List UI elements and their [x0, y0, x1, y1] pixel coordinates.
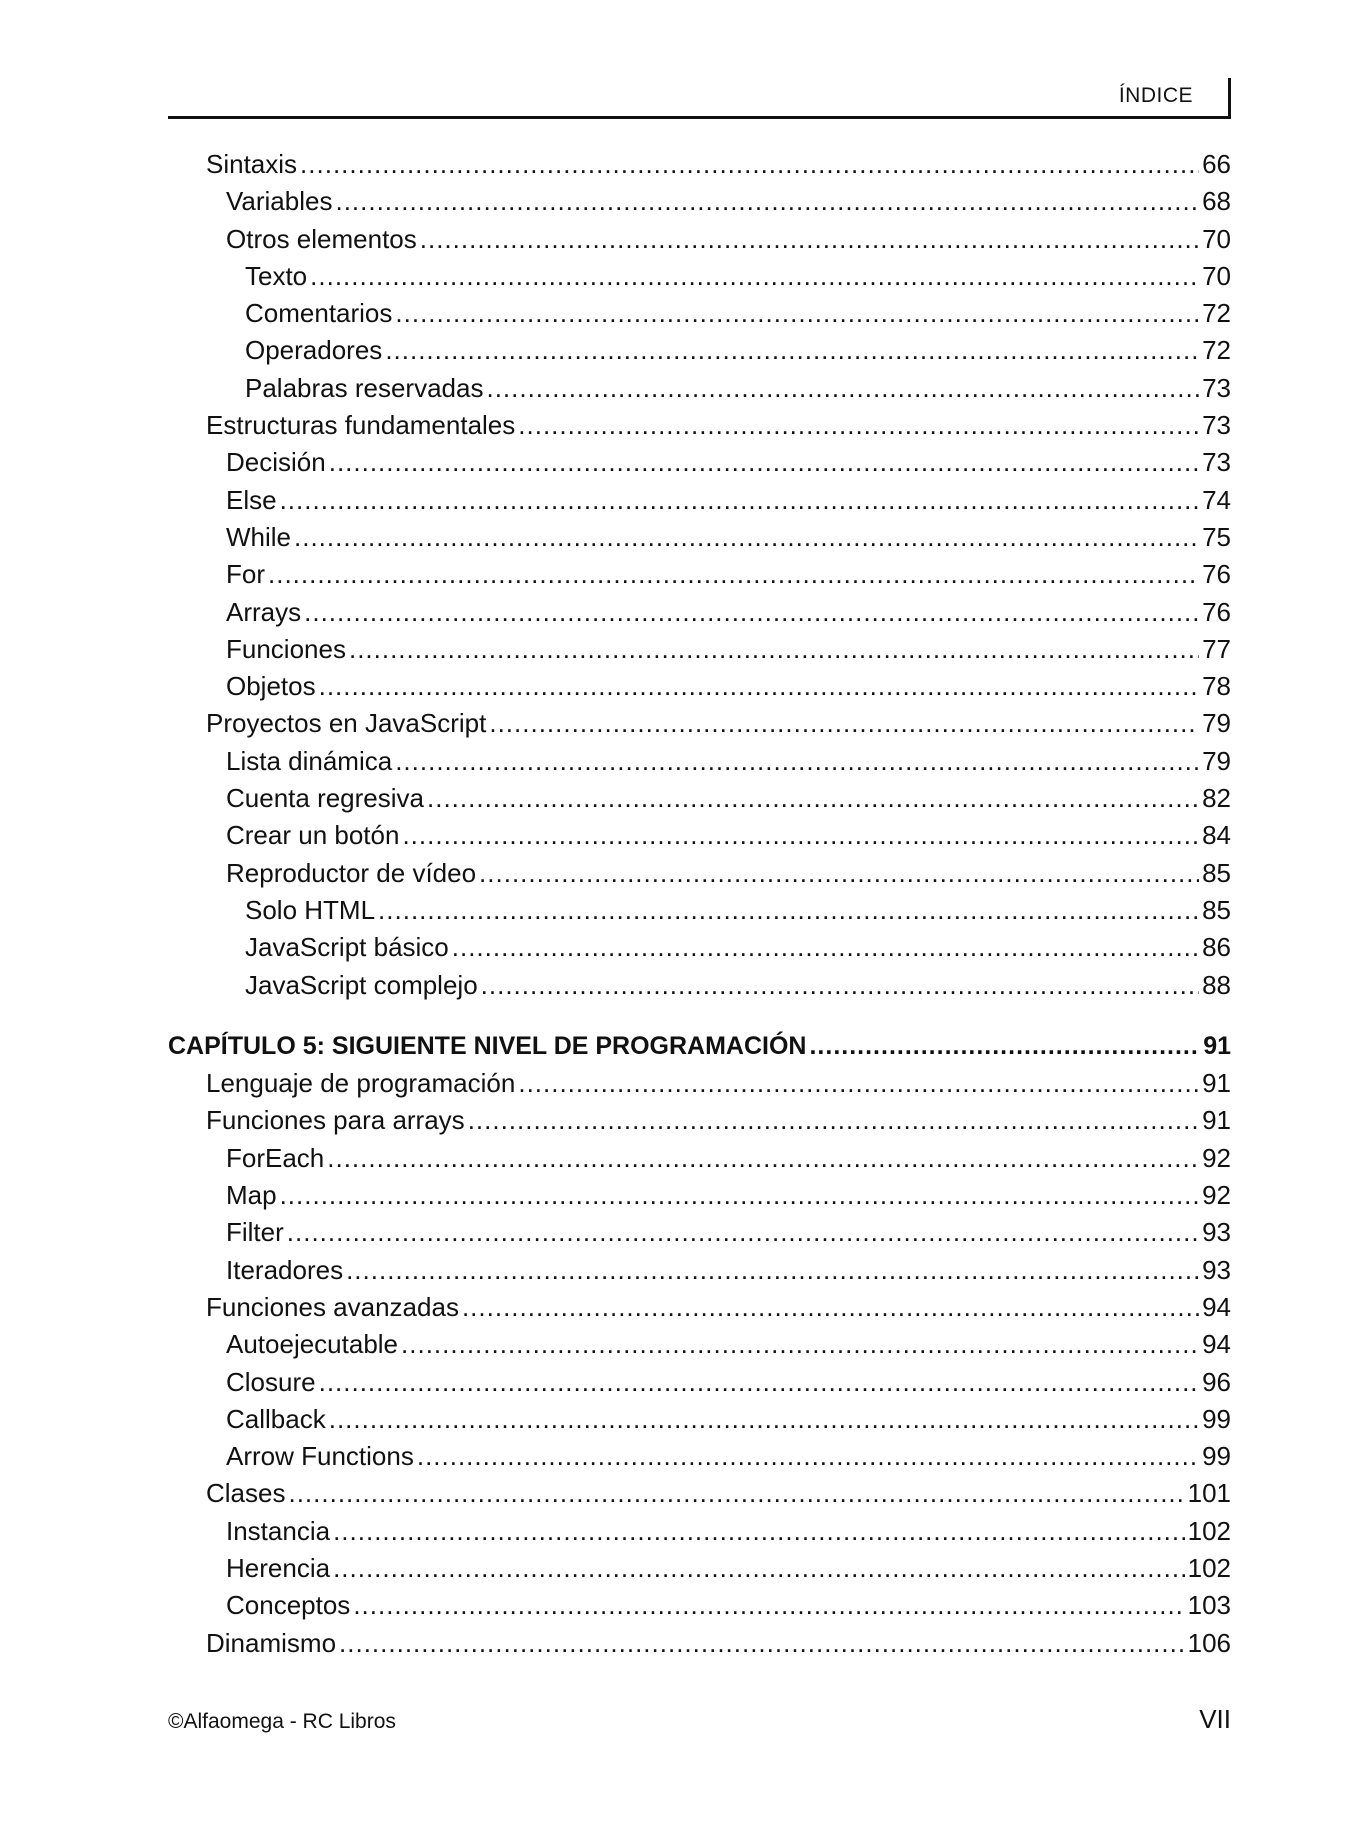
- toc-entry: [168, 1587, 1231, 1624]
- toc-dot-leader: [319, 668, 1199, 705]
- toc-entry-page: 76: [1202, 596, 1231, 627]
- toc-entry-page: 76: [1202, 559, 1231, 590]
- toc-dot-leader: [349, 631, 1199, 668]
- toc-entry-title: Cuenta regresiva: [226, 783, 424, 814]
- toc-dot-leader: [329, 444, 1199, 481]
- toc-entry: [168, 1326, 1231, 1363]
- toc-dot-leader: [809, 1028, 1200, 1065]
- toc-entry-title: Estructuras fundamentales: [206, 410, 516, 441]
- toc-entry-title: Funciones avanzadas: [206, 1291, 459, 1322]
- toc-entry-title: Instancia: [226, 1515, 331, 1546]
- toc-entry: [168, 295, 1231, 332]
- toc-entry-page: 103: [1187, 1590, 1231, 1621]
- toc-entry-title: JavaScript complejo: [245, 969, 478, 1000]
- toc-entry-page: 93: [1202, 1217, 1231, 1248]
- toc-entry-title: Callback: [226, 1403, 326, 1434]
- toc-entry-page: 102: [1187, 1515, 1231, 1546]
- toc-entry-title: Otros elementos: [226, 223, 417, 254]
- toc-entry-page: 84: [1202, 820, 1231, 851]
- toc-dot-leader: [280, 1177, 1200, 1214]
- toc-dot-leader: [346, 1252, 1199, 1289]
- toc-chapter-entry: [168, 1028, 1231, 1065]
- toc-entry-page: 102: [1187, 1552, 1231, 1583]
- page-header: [168, 76, 1231, 119]
- toc-entry-title: ForEach: [226, 1142, 325, 1173]
- toc-entry-title: Arrays: [226, 596, 302, 627]
- toc-entry-title: Sintaxis: [206, 149, 298, 179]
- toc-entry-page: 85: [1202, 857, 1231, 888]
- toc-entry-title: Arrow Functions: [226, 1441, 414, 1472]
- toc-entry-page: 106: [1187, 1627, 1231, 1658]
- toc-entry-title: Iteradores: [226, 1254, 344, 1285]
- toc-entry-page: 66: [1202, 149, 1231, 179]
- toc-entry: [168, 183, 1231, 220]
- toc-entry-page: 73: [1202, 447, 1231, 478]
- toc-dot-leader: [518, 1065, 1199, 1102]
- toc-entry-title: Operadores: [245, 335, 383, 366]
- toc-entry: [168, 780, 1231, 817]
- toc-entry-page: 79: [1202, 745, 1231, 776]
- toc-dot-leader: [417, 1438, 1199, 1475]
- toc-entry-title: Variables: [226, 186, 333, 217]
- toc-entry: [168, 967, 1231, 1004]
- toc-entry-title: Else: [226, 484, 277, 515]
- toc-dot-leader: [462, 1289, 1199, 1326]
- toc-entry-page: 74: [1202, 484, 1231, 515]
- header-rule-vertical: [1228, 78, 1231, 118]
- toc-entry-title: Lenguaje de programación: [206, 1068, 516, 1099]
- toc-entry: [168, 1177, 1231, 1214]
- toc-dot-leader: [489, 705, 1199, 742]
- toc-entry-page: 77: [1202, 633, 1231, 664]
- toc-entry: [168, 929, 1231, 966]
- toc-entry: [168, 221, 1231, 258]
- toc-entry-page: 85: [1202, 894, 1231, 925]
- toc-entry-title: Crear un botón: [226, 820, 400, 851]
- toc-entry-page: 91: [1202, 1068, 1231, 1099]
- toc-dot-leader: [333, 1513, 1185, 1550]
- toc-entry-page: 78: [1202, 671, 1231, 702]
- toc-entry: [168, 407, 1231, 444]
- toc-entry-page: 73: [1202, 372, 1231, 403]
- toc-entry-title: Decisión: [226, 447, 326, 478]
- toc-dot-leader: [294, 519, 1199, 556]
- toc-entry-page: 72: [1202, 335, 1231, 366]
- toc-entry: [168, 1140, 1231, 1177]
- toc-dot-leader: [329, 1401, 1199, 1438]
- toc-entry-title: Reproductor de vídeo: [226, 857, 477, 888]
- toc-dot-leader: [401, 1326, 1199, 1363]
- toc-entry: [168, 1214, 1231, 1251]
- toc-entry: [168, 556, 1231, 593]
- toc-entry-title: Map: [226, 1180, 277, 1211]
- toc-entry-page: 94: [1202, 1291, 1231, 1322]
- toc-entry: [168, 1102, 1231, 1139]
- toc-entry-title: Herencia: [226, 1552, 331, 1583]
- toc-entry-page: 75: [1202, 521, 1231, 552]
- toc-entry-title: JavaScript básico: [245, 932, 449, 963]
- toc-entry-page: 91: [1203, 1031, 1231, 1060]
- toc-entry-title: Dinamismo: [206, 1627, 337, 1658]
- toc-entry-title: For: [226, 559, 265, 590]
- toc-entry: [168, 519, 1231, 556]
- toc-entry-title: Clases: [206, 1478, 286, 1509]
- toc-entry-title: Texto: [245, 260, 308, 291]
- table-of-contents: [168, 146, 1231, 1662]
- toc-entry: [168, 1625, 1231, 1662]
- toc-dot-leader: [518, 407, 1199, 444]
- toc-entry-page: 93: [1202, 1254, 1231, 1285]
- toc-entry: [168, 743, 1231, 780]
- toc-entry-title: While: [226, 521, 292, 552]
- toc-entry-title: Closure: [226, 1366, 316, 1397]
- toc-entry-page: 72: [1202, 298, 1231, 329]
- toc-entry: [168, 146, 1231, 183]
- toc-entry-title: Conceptos: [226, 1590, 351, 1621]
- toc-entry-page: 96: [1202, 1366, 1231, 1397]
- toc-entry-title: Autoejecutable: [226, 1329, 399, 1360]
- toc-dot-leader: [287, 1214, 1199, 1251]
- toc-dot-leader: [402, 817, 1199, 854]
- toc-dot-leader: [335, 183, 1199, 220]
- toc-entry: [168, 631, 1231, 668]
- toc-entry: [168, 892, 1231, 929]
- toc-entry-page: 91: [1202, 1105, 1231, 1136]
- toc-entry: [168, 1438, 1231, 1475]
- toc-entry-title: Lista dinámica: [226, 745, 393, 776]
- toc-entry-page: 70: [1202, 260, 1231, 291]
- toc-dot-leader: [304, 594, 1199, 631]
- toc-entry-page: 86: [1202, 932, 1231, 963]
- toc-entry-title: Funciones: [226, 633, 346, 664]
- toc-dot-leader: [339, 1625, 1185, 1662]
- toc-entry: [168, 705, 1231, 742]
- toc-dot-leader: [300, 146, 1199, 183]
- toc-entry-title: Objetos: [226, 671, 316, 702]
- toc-entry-page: 99: [1202, 1441, 1231, 1472]
- toc-entry-page: 88: [1202, 969, 1231, 1000]
- toc-entry-page: 101: [1187, 1478, 1231, 1509]
- header-title: ÍNDICE: [1118, 84, 1193, 107]
- toc-dot-leader: [395, 743, 1199, 780]
- toc-dot-leader: [481, 967, 1199, 1004]
- toc-dot-leader: [268, 556, 1199, 593]
- toc-entry: [168, 1550, 1231, 1587]
- toc-entry-title: Palabras reservadas: [245, 372, 484, 403]
- toc-entry: [168, 1289, 1231, 1326]
- toc-entry-title: Solo HTML: [245, 894, 376, 925]
- toc-entry-title: Funciones para arrays: [206, 1105, 465, 1136]
- toc-entry-page: 99: [1202, 1403, 1231, 1434]
- toc-entry: [168, 1252, 1231, 1289]
- toc-dot-leader: [280, 482, 1200, 519]
- toc-entry: [168, 1364, 1231, 1401]
- toc-entry: [168, 444, 1231, 481]
- toc-dot-leader: [327, 1140, 1199, 1177]
- toc-dot-leader: [378, 892, 1199, 929]
- toc-entry: [168, 332, 1231, 369]
- toc-entry: [168, 1065, 1231, 1102]
- toc-entry: [168, 482, 1231, 519]
- toc-entry-page: 68: [1202, 186, 1231, 217]
- toc-dot-leader: [427, 780, 1199, 817]
- toc-entry-title: CAPÍTULO 5: SIGUIENTE NIVEL DE PROGRAMACIÓN: [168, 1031, 807, 1060]
- toc-entry-title: Proyectos en JavaScript: [206, 708, 487, 739]
- footer-publisher: ©Alfaomega - RC Libros: [168, 1710, 396, 1733]
- toc-dot-leader: [420, 221, 1199, 258]
- footer-page-number: VII: [1199, 1704, 1231, 1734]
- toc-entry: [168, 668, 1231, 705]
- toc-dot-leader: [310, 258, 1199, 295]
- toc-entry-page: 73: [1202, 410, 1231, 441]
- toc-entry-page: 92: [1202, 1180, 1231, 1211]
- toc-dot-leader: [468, 1102, 1199, 1139]
- toc-entry-page: 82: [1202, 783, 1231, 814]
- toc-entry-page: 70: [1202, 223, 1231, 254]
- toc-dot-leader: [385, 332, 1199, 369]
- toc-entry: [168, 1513, 1231, 1550]
- toc-dot-leader: [486, 370, 1199, 407]
- toc-dot-leader: [319, 1364, 1199, 1401]
- toc-entry-title: Filter: [226, 1217, 284, 1248]
- toc-dot-leader: [333, 1550, 1185, 1587]
- toc-entry-page: 92: [1202, 1142, 1231, 1173]
- toc-dot-leader: [353, 1587, 1184, 1624]
- toc-entry: [168, 1401, 1231, 1438]
- toc-dot-leader: [479, 855, 1199, 892]
- toc-dot-leader: [452, 929, 1199, 966]
- toc-entry: [168, 1475, 1231, 1512]
- toc-entry: [168, 817, 1231, 854]
- toc-entry: [168, 258, 1231, 295]
- toc-entry-title: Comentarios: [245, 298, 393, 329]
- toc-dot-leader: [395, 295, 1199, 332]
- toc-entry: [168, 594, 1231, 631]
- toc-entry: [168, 370, 1231, 407]
- toc-entry: [168, 855, 1231, 892]
- toc-entry-page: 94: [1202, 1329, 1231, 1360]
- toc-entry-page: 79: [1202, 708, 1231, 739]
- toc-dot-leader: [288, 1475, 1184, 1512]
